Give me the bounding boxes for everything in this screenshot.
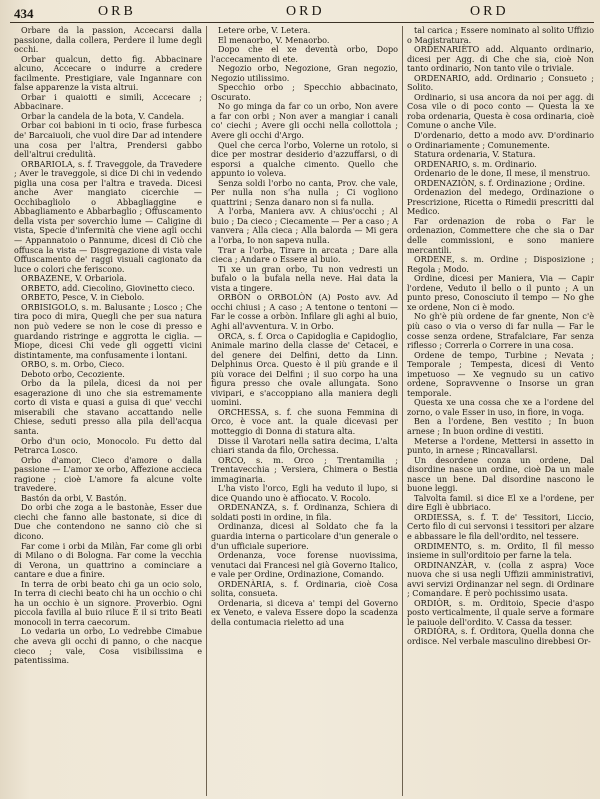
dictionary-entry: ORDENE, s. m. Ordine ; Disposizione ; Regola ; Modo. xyxy=(407,254,594,274)
dictionary-entry: Senza soldi l'orbo no canta, Prov. che vale, Per nulla non s'ha nulla ; Ci vogliono quattrini ; Senza danaro non si fa nulla. xyxy=(211,177,398,207)
dictionary-entry: El menaorbo, V. Menaorbo. xyxy=(218,34,330,45)
dictionary-entry: Bastón da orbi, V. Bastón. xyxy=(21,492,127,503)
dictionary-entry: Questa xe una cossa che xe a l'ordene del zorno, o vale Esser in uso, in fiore, in voga. xyxy=(407,397,594,417)
dictionary-entry: Ordinanza, dicesi al Soldato che fa la guardia interna o particolare d'un generale o d'un ufficiale superiore. xyxy=(211,521,398,551)
dictionary-entry: ORDIÒRA, s. f. Orditora, Quella donna che ordisce. Nel verbale masculino direbbesi Or- xyxy=(407,626,594,646)
dictionary-entry: ORCHESSA, s. f. che suona Femmina di Orco, è voce ant. la quale dicevasi per motteggio di Donna di statura alta. xyxy=(211,406,398,436)
running-head-center: ORD xyxy=(286,4,325,19)
dictionary-entry: ORDENARIÈTO add. Alquanto ordinario, dicesi per Agg. di Che che sia, cioè Non tanto ordinario, Non tanto vile o triviale. xyxy=(407,44,594,74)
dictionary-entry: Specchio orbo ; Specchio abbacinato, Oscurato. xyxy=(211,82,398,102)
dictionary-entry: Ordenanza, voce forense nuovissima, venutaci dai Francesi nel già Governo Italico, e vale per Ordine, Ordinazione, Comando. xyxy=(211,550,398,580)
dictionary-entry: Ordene de tempo, Turbine ; Nevata ; Temporale ; Tempesta, dicesi di Vento impetuoso — Xe vegnudo su un cativo ordene, Sopravvenne o Insorse un gran temporale. xyxy=(407,349,594,398)
dictionary-entry: Lo vedaria un orbo, Lo vedrebbe Cimabue che aveva gli occhi di panno, o che nacque cieco ; vale, Cosa visibilissima e patentissima. xyxy=(14,626,202,666)
dictionary-entry: Statura ordenaria, V. Statura. xyxy=(414,149,536,160)
dictionary-entry: ORDINANZÀR, v. (colla z aspra) Voce nuova che si usa negli Uffizii amministrativi, avvi servizi Ordinanzar nel segn. di Ordinare ; Comandare. È però pochissimo usata. xyxy=(407,559,594,599)
dictionary-entry: Orbo d'un ocio, Monocolo. Fu detto dal Petrarca Losco. xyxy=(14,435,202,456)
dictionary-entry: ORDIMENTO, s. m. Ordito, Il fil messo insieme in sull'orditoio per farne la tela. xyxy=(407,540,594,561)
dictionary-entry: Deboto orbo, Cecoziente. xyxy=(21,368,125,379)
dictionary-entry: ORCO, s. m. Orco ; Trentamilia ; Trentavecchia ; Versiera, Chimera o Bestia immaginaria. xyxy=(211,454,398,484)
dictionary-entry: Ordenaria, si diceva a' tempi del Governo ex Veneto, e valeva Essere dopo la scadenza della contumacia rieletto ad una xyxy=(211,597,398,627)
page-number: 434 xyxy=(14,6,34,21)
dictionary-entry: ORDIESSA, s. f. T. de' Tessitori, Liccio, Certo filo di cui servonsi i tessitori per alzare e abbassare le fila dell'ordito, nel tessere. xyxy=(407,511,594,541)
dictionary-entry: ORDENARIO, add. Ordinario ; Consueto ; Solito. xyxy=(407,72,594,93)
dictionary-entry: Orbar i quaiotti e simili, Accecare ; Abbacinare. xyxy=(14,91,202,112)
dictionary-entry: Ordinario, si usa ancora da noi per agg. di Cosa vile o di poco conto — Questa la xe roba ordenaria, Questa è cosa ordinaria, cioè Comune o anche Vile. xyxy=(407,91,594,131)
dictionary-entry: Ti xe un gran orbo, Tu non vedresti un bufalo o la bufala nella neve. Hai data la vista a tingere. xyxy=(211,263,398,293)
dictionary-entry: D'ordenario, detto a modo avv. D'ordinario o Ordinariamente ; Comunemente. xyxy=(407,130,594,150)
dictionary-entry: Ordenazion del medego, Ordinazione o Prescrizione, Ricetta o Rimedii prescritti dal Medico. xyxy=(407,187,594,217)
dictionary-entry: Do orbi che zoga a le bastonàe, Esser due ciechi che fanno alle bastonate, si dice di Due che contendono ne sanno ciò che si dicono. xyxy=(14,502,202,541)
dictionary-entry: Orbare da la passion, Accecarsi dalla passione, dalla collera, Perdere il lume degli occhi. xyxy=(14,26,202,55)
column-right xyxy=(402,26,598,796)
dictionary-entry: No go minga da far co un orbo, Non avere a far con orbi ; Non aver a mangiar i canali co' ciechi ; Avere gli occhi nella collottola ; Avere gli occhi d'Argo. xyxy=(211,101,398,141)
dictionary-entry: Dopo che el xe deventà orbo, Dopo l'accecamento di ete. xyxy=(211,44,398,64)
dictionary-entry: ORDENÀRIA, s. f. Ordinaria, cioè Cosa solita, consueta. xyxy=(211,578,398,599)
dictionary-entry: ORBARIOLA, s. f. Traveggole, da Travedere ; Aver le traveggole, si dice Di chi in vedendo piglia una cosa per l'altra e traveda. Dicesi anche Aver mangiato cicerchie — Occhibagliolo o Abbagliaggine e Abbagliamento e Abbarbaglio ; Offuscamento della vista per soverchio lume — Caligine di vista, Specie d'infermità che viene agli occhi — Appannatoio o Pannume, dicesi di Ciò che offusca la vista — Disgregazione di vista vale Offuscamento de' raggi visuali cagionato da luce o colori che feriscono. xyxy=(14,158,202,274)
dictionary-entry: Orbo d'amor, Cieco d'amore o dalla passione — L'amor xe orbo, Affezione accieca ragione ; cioè L'amore fa alcune volte travedere. xyxy=(14,454,202,494)
dictionary-entry: ORBETO, add. Ciecolino, Giovinetto cieco. xyxy=(21,282,195,293)
column-left xyxy=(10,26,206,796)
header-rule xyxy=(10,22,594,23)
dictionary-entry: ORDIÒR, s. m. Orditoio, Specie d'aspo posto verticalmente, il quale serve a formare le paiuole dell'ordito. V. Cassa da tesser. xyxy=(407,597,594,627)
dictionary-entry: No gh'è più ordene de far gnente, Non c'è più caso o via o verso di far nulla — Far le cosse senza ordene, Strafalciare, Far senza riflesso ; Correrla o Correre in una cosa. xyxy=(407,311,594,351)
dictionary-entry: Orbo da la pilela, dicesi da noi per esagerazione di uno che sia estremamente corto di vista e quasi a guisa di que' vecchi miserabili che stavano accattando nelle Chiese, seduti presso alla pila dell'acqua santa. xyxy=(14,378,202,436)
dictionary-entry: Far ordenazion de roba o Far le ordenazion, Commettere che che sia o Dar delle commissioni, e sono maniere mercantili. xyxy=(407,215,594,255)
dictionary-entry: Disse il Varotari nella satira decima, L'alta chiari standa da filo, Orchessa. xyxy=(211,435,398,456)
dictionary-entry: ORBISIGOLO, s. m. Balusante ; Losco ; Che tira poco di mira, Quegli che per sua natura non può vedere se non le cose di presso e guardando ristringe e aggrotta le ciglia. — Miope, dicesi Chi vede gli oggetti vicini distintamente, ma confusamente i lontani. xyxy=(14,301,202,360)
dictionary-entry: ORDENANZA, s. f. Ordinanza, Schiera di soldati posti in ordine, in fila. xyxy=(211,502,398,522)
dictionary-entry: ORBÒN o ORBOLÒN (A) Posto avv. Ad occhi chiusi ; A caso ; A tentone o tentoni — Far le cosse a orbòn. Infilare gli aghi al buio, Aghi all'avventura. V. in Orbo. xyxy=(211,292,398,331)
dictionary-entry: Un desordene conza un ordene, Dal disordine nasce un ordine, cioè Da un male nasce un bene. Dal disordine nascono le buone leggi. xyxy=(407,454,594,494)
dictionary-entry: Negozio orbo, Negozione, Gran negozio, Negozio utilissimo. xyxy=(211,63,398,83)
text-columns xyxy=(10,26,598,796)
dictionary-entry: ORBO, s. m. Orbo, Cieco. xyxy=(21,359,125,370)
dictionary-entry: Meterse a l'ordene, Mettersi in assetto in punto, in arnese ; Rincavallarsi. xyxy=(407,435,594,456)
dictionary-entry: ORBAZENE, V. Orbariola. xyxy=(21,273,127,284)
column-middle xyxy=(206,26,402,796)
running-head-right: ORD xyxy=(470,4,509,19)
dictionary-entry: Orbar qualcun, detto fig. Abbacinare alcuno, Accecare o indurre a credere facilmente. Prestigiare, vale Ingannare con false apparenze la vista altrui. xyxy=(14,53,202,93)
dictionary-entry: A l'orba, Maniera avv. A chius'occhi ; Al buio ; Da cieco ; Ciecamente — Per a caso ; A vanvera ; Alla cieca ; Alla balorda — Mi gera a l'orba, Io non sapeva nulla. xyxy=(211,206,398,246)
dictionary-entry: Orbar la candela de la bota, V. Candela. xyxy=(21,110,185,121)
dictionary-entry: Talvolta famil. si dice El xe a l'ordene, per dire Egli è ubbriaco. xyxy=(407,492,594,513)
dictionary-entry: Ben a l'ordene, Ben vestito ; In buon arnese ; In buon ordine di vestiti. xyxy=(407,416,594,436)
dictionary-entry: tal carica ; Essere nominato al solito Uffizio o Magistratura. xyxy=(407,26,594,45)
running-head-left: ORB xyxy=(98,4,136,19)
dictionary-entry: In terra de orbi beato chi ga un ocio solo, In terra di ciechi beato chi ha un occhio o chi ha un occhio è un signore. Proverbio. Ogni piccola favilla al buio riluce È il si trito Beati monocoli in terra caecorum. xyxy=(14,578,202,627)
dictionary-entry: L'ha visto l'orco, Egli ha veduto il lupo, si dice Quando uno è affiocato. V. Rocolo. xyxy=(211,483,398,503)
dictionary-entry: Ordine, dicesi per Maniera, Via — Capir l'ordene, Veduto il bello o il punto ; A un punto preso, Conosciuto il tempo — No ghe xe ordene, Non ci è modo. xyxy=(407,273,594,312)
dictionary-entry: ORBETO, Pesce, V. in Ciebolo. xyxy=(21,292,145,303)
dictionary-entry: ORDENARIO, s. m. Ordinario. xyxy=(414,158,537,169)
dictionary-entry: Trar a l'orba, Tirare in arcata ; Dare alla cieca ; Andare o Essere al buio. xyxy=(211,244,398,265)
dictionary-entry: Letere orbe, V. Letera. xyxy=(218,26,311,35)
dictionary-entry: Orbar coi babioni in ti ocio, frase furbesca de' Barcaiuoli, che vuol dire Dar ad intendere una cosa per l'altra, Prendersi gabbo dell'altrui credulità. xyxy=(14,120,202,160)
dictionary-entry: Quel che cerca l'orbo, Volerne un rotolo, si dice per mostrar desiderio d'azzuffarsi, o di esporsi a qualche cimento. Quello che appunto io voleva. xyxy=(211,139,398,179)
dictionary-entry: ORDENAZIÒN, s. f. Ordinazione ; Ordine. xyxy=(414,177,586,188)
dictionary-entry: ORCA, s. f. Orca o Capidoglia e Capidoglio, Animale marino della classe de' Cetacei, e del genere dei Delfini, detto da Linn. Delphinus Orca. Questo è il più grande e il più vorace dei Delfini ; il suo corpo ha una figura presso che ovale allungata. Sono vivipari, e s'accoppiano alla maniera degli uomini. xyxy=(211,330,398,408)
dictionary-entry: Far come i orbi da Milàn, Far come gli orbi di Milano o di Bologna. Far come la vecchia di Verona, un quattrino a cominciare a cantare e due a finire. xyxy=(14,540,202,580)
dictionary-entry: Ordenario de le done, Il mese, il menstruo. xyxy=(414,168,591,179)
